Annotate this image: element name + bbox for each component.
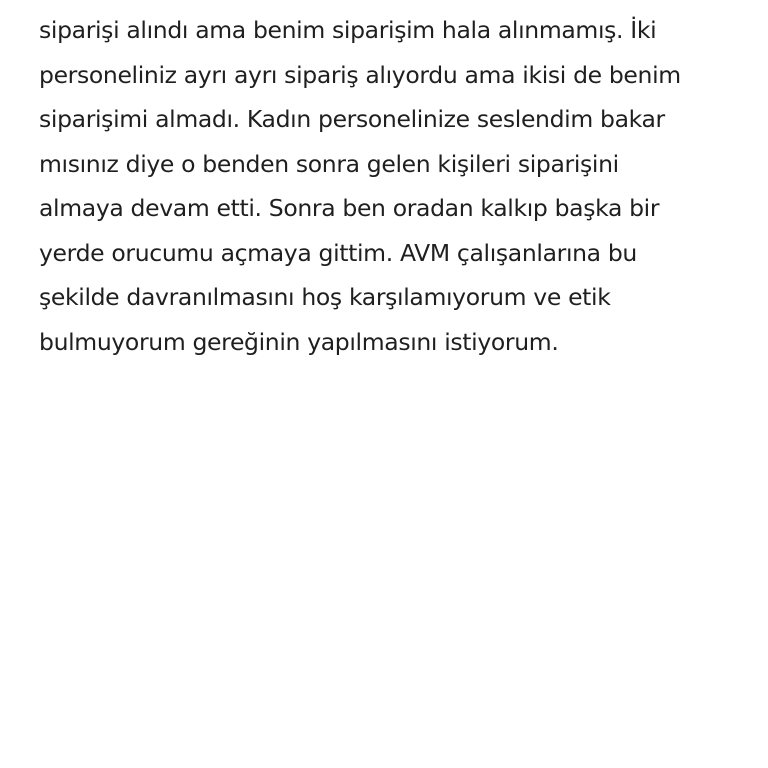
complaint-text-line: siparişi alındı ama benim siparişim hala alınmamış. İki: [39, 16, 657, 44]
complaint-text-line: şekilde davranılmasını hoş karşılamıyorum ve etik: [39, 283, 611, 311]
complaint-text-line: almaya devam etti. Sonra ben oradan kalkıp başka bir: [39, 194, 660, 222]
complaint-text-line: bulmuyorum gereğinin yapılmasını istiyorum.: [39, 327, 559, 356]
complaint-text: [39, 8, 739, 364]
complaint-text-line: siparişimi almadı. Kadın personelinize seslendim bakar: [39, 105, 665, 133]
complaint-text-line: yerde orucumu açmaya gittim. AVM çalışanlarına bu: [39, 238, 637, 267]
complaint-text-line: mısınız diye o benden sonra gelen kişileri siparişini: [39, 149, 619, 178]
complaint-text-line: personeliniz ayrı ayrı sipariş alıyordu ama ikisi de benim: [39, 60, 681, 89]
